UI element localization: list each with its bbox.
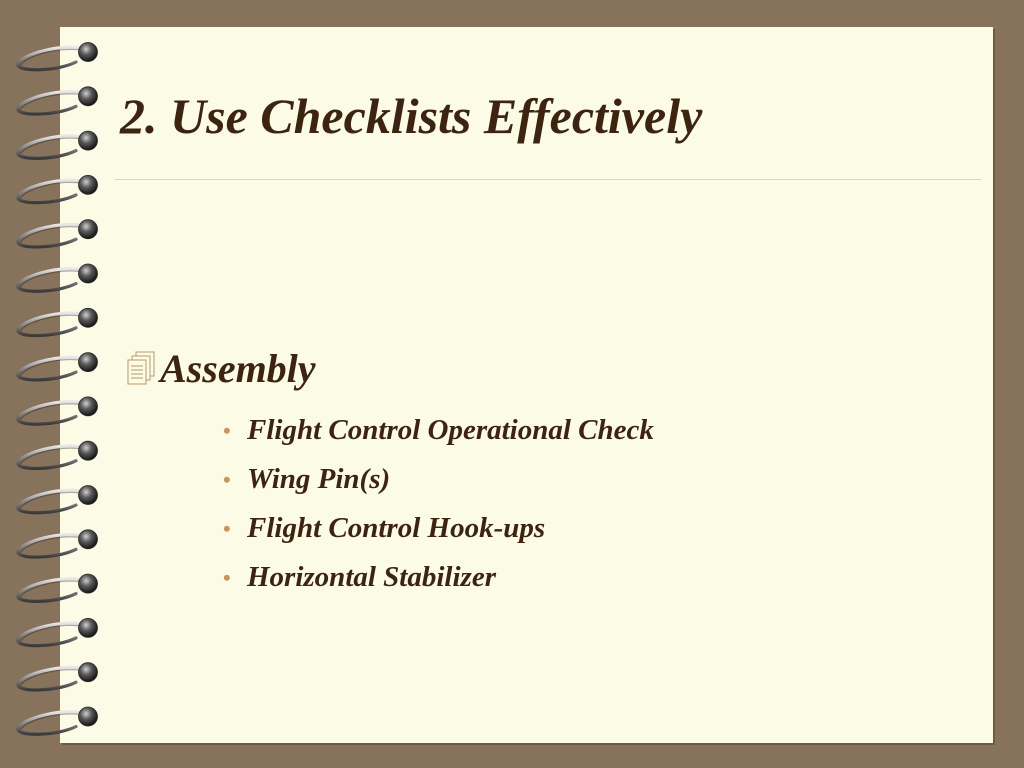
main-bullet-label: Assembly: [160, 346, 316, 391]
binding-coil: [18, 131, 98, 158]
binding-coil: [18, 618, 98, 645]
binding-coil: [18, 87, 98, 114]
binding-coil: [18, 530, 98, 557]
sub-bullet: [223, 504, 654, 553]
sub-bullet-text: Flight Control Hook-ups: [247, 512, 546, 544]
notebook-page: [60, 27, 993, 743]
binding-coil: [18, 441, 98, 468]
sub-bullet: [223, 455, 654, 504]
slide-title: 2. Use Checklists Effectively: [120, 88, 703, 144]
sub-bullet: [223, 406, 654, 455]
binding-coil: [18, 574, 98, 601]
sub-bullet: [223, 553, 654, 602]
binding-coil: [18, 663, 98, 690]
bullet-dot-icon: •: [223, 515, 231, 541]
binding-coil: [18, 486, 98, 513]
binding-coil: [18, 264, 98, 291]
binding-coil: [18, 175, 98, 202]
binding-coil: [18, 397, 98, 424]
binding-coil: [18, 707, 98, 734]
binding-coil: [18, 43, 98, 70]
title-divider: [115, 179, 981, 180]
sub-bullet-text: Flight Control Operational Check: [247, 414, 654, 446]
bullet-dot-icon: •: [223, 466, 231, 492]
sub-bullet-list: [223, 406, 654, 602]
binding-coil: [18, 220, 98, 247]
bullet-dot-icon: •: [223, 417, 231, 443]
binding-coil: [18, 353, 98, 380]
bullet-dot-icon: •: [223, 564, 231, 590]
main-bullet: [124, 345, 316, 392]
sub-bullet-text: Wing Pin(s): [247, 463, 391, 495]
binding-coil: [18, 308, 98, 335]
spiral-binding: [12, 0, 112, 768]
document-stack-icon: [124, 349, 158, 389]
sub-bullet-text: Horizontal Stabilizer: [247, 561, 496, 593]
